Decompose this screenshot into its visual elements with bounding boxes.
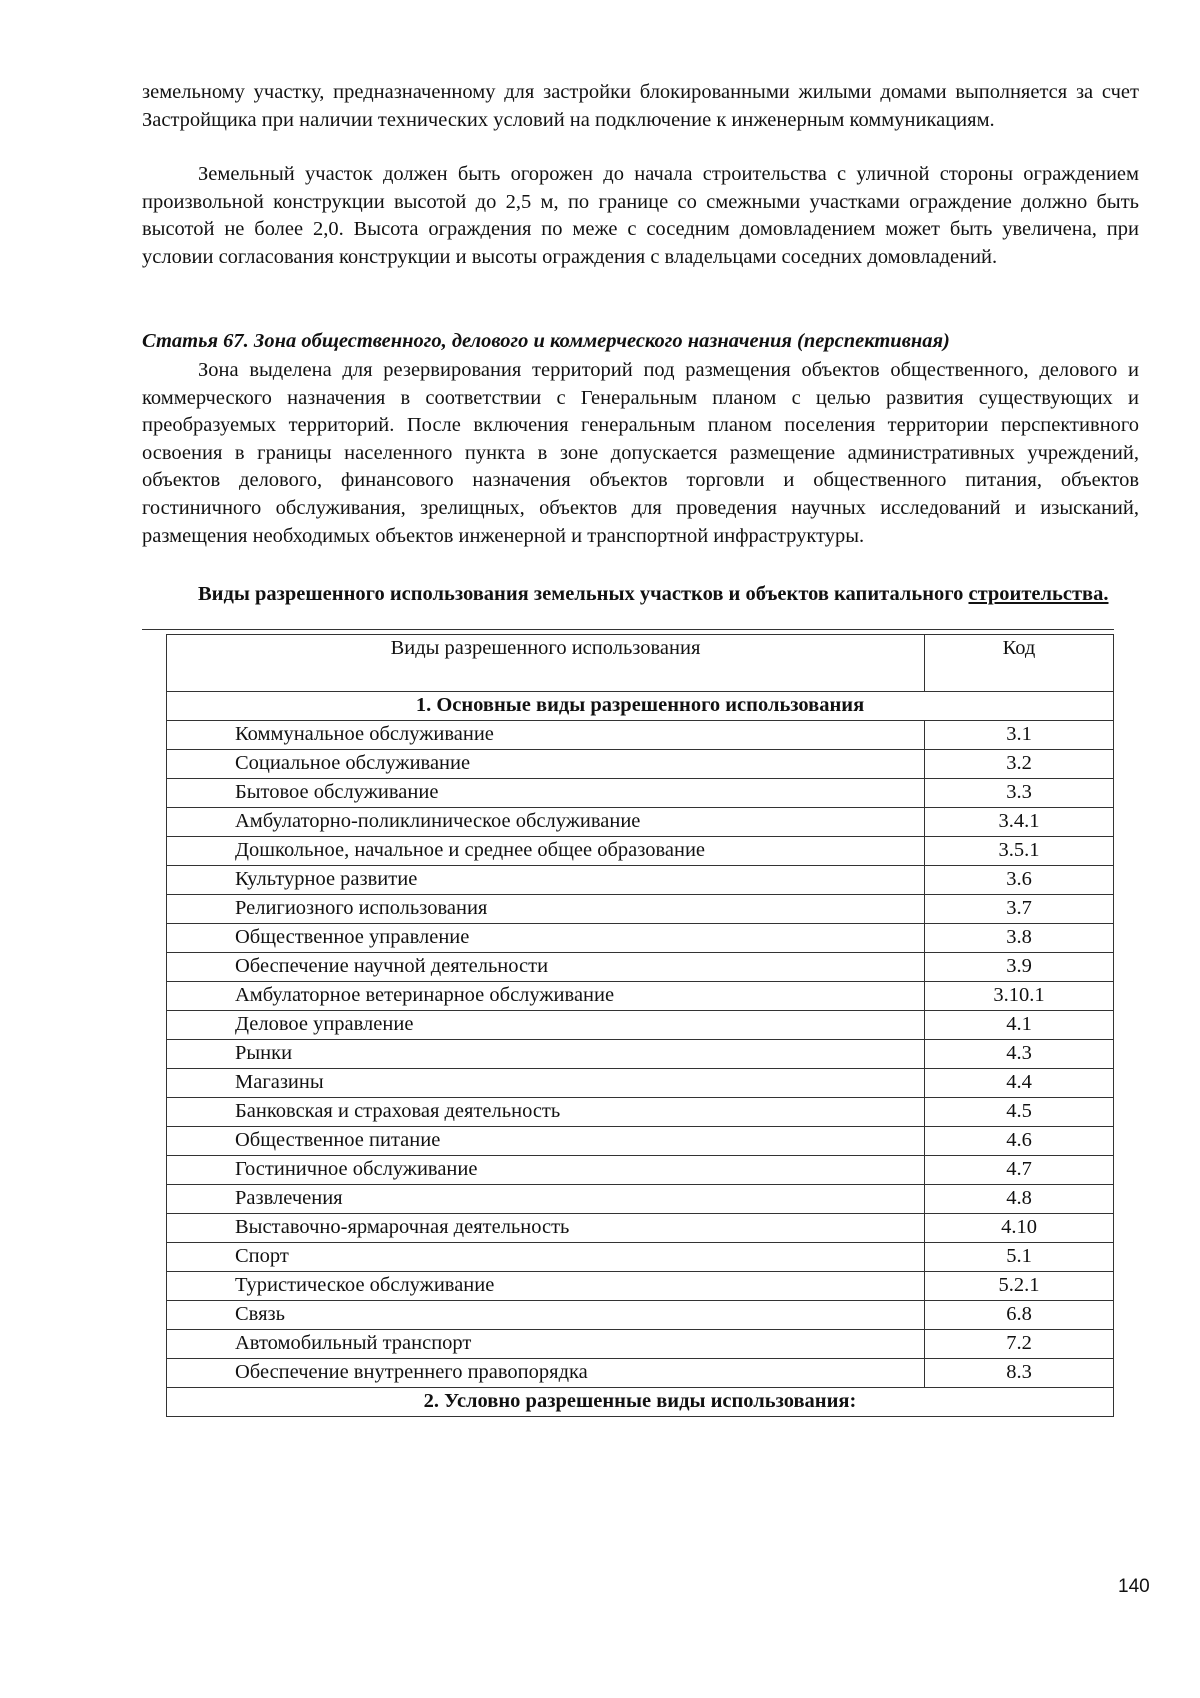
use-name: Автомобильный транспорт	[167, 1330, 925, 1359]
use-name: Религиозного использования	[167, 895, 925, 924]
use-name: Связь	[167, 1301, 925, 1330]
use-code: 8.3	[925, 1359, 1114, 1388]
paragraph-fence: Земельный участок должен быть огорожен до начала строительства с уличной стороны ограждением произвольной конструкции высотой до 2,5 м, по границе со смежными участками ограждение должно быть высотой не более 2,0. Высота ограждения по меже с соседним домовладением может быть увеличена, при условии согласования конструкции и высоты ограждения с владельцами соседних домовладений.	[142, 163, 1139, 268]
permitted-use-table	[166, 634, 1114, 1417]
section-row-conditional	[167, 1388, 1114, 1417]
use-name: Культурное развитие	[167, 866, 925, 895]
table-row	[167, 1127, 1114, 1156]
table-row	[167, 750, 1114, 779]
use-code: 4.3	[925, 1040, 1114, 1069]
table-row	[167, 1214, 1114, 1243]
use-code: 3.6	[925, 866, 1114, 895]
page-number: 140	[1118, 1576, 1150, 1597]
col-header-code: Код	[925, 635, 1114, 692]
use-name: Амбулаторно-поликлиническое обслуживание	[167, 808, 925, 837]
table-row	[167, 1330, 1114, 1359]
table-row	[167, 1272, 1114, 1301]
use-code: 3.2	[925, 750, 1114, 779]
use-name: Развлечения	[167, 1185, 925, 1214]
use-name: Туристическое обслуживание	[167, 1272, 925, 1301]
use-code: 4.10	[925, 1214, 1114, 1243]
use-name: Банковская и страховая деятельность	[167, 1098, 925, 1127]
paragraph-zone: Зона выделена для резервирования территорий под размещения объектов общественного, делового и коммерческого назначения в соответствии с Генеральным планом с целью развития существующих и преобразуемых территорий. После включения генеральным планом поселения территории перспективного освоения в границы населенного пункта в зоне допускается размещение административных учреждений, объектов делового, финансового назначения объектов торговли и общественного питания, объектов гостиничного обслуживания, зрелищных, объектов для проведения научных исследований и изысканий, размещения необходимых объектов инженерной и транспортной инфраструктуры.	[142, 359, 1139, 547]
use-name: Социальное обслуживание	[167, 750, 925, 779]
table-row	[167, 779, 1114, 808]
table-row	[167, 837, 1114, 866]
use-code: 4.1	[925, 1011, 1114, 1040]
use-name: Общественное управление	[167, 924, 925, 953]
section-title-conditional: 2. Условно разрешенные виды использования:	[167, 1388, 1114, 1417]
table-row	[167, 1243, 1114, 1272]
table-heading-a: Виды разрешенного использования земельных участков и объектов капитального	[198, 583, 969, 605]
use-code: 3.8	[925, 924, 1114, 953]
use-name: Обеспечение научной деятельности	[167, 953, 925, 982]
use-name: Коммунальное обслуживание	[167, 721, 925, 750]
use-name: Спорт	[167, 1243, 925, 1272]
article-heading: Статья 67. Зона общественного, делового и коммерческого назначения (перспективная)	[142, 330, 950, 352]
table-row	[167, 1301, 1114, 1330]
table-row	[167, 808, 1114, 837]
use-name: Обеспечение внутреннего правопорядка	[167, 1359, 925, 1388]
table-row	[167, 895, 1114, 924]
paragraph-continuation: земельному участку, предназначенному для застройки блокированными жилыми домами выполняется за счет Застройщика при наличии технических условий на подключение к инженерным коммуникациям.	[142, 81, 1139, 131]
table-row	[167, 982, 1114, 1011]
heading-underline-rule	[142, 629, 1114, 630]
table-heading	[142, 581, 1139, 609]
table-row	[167, 1156, 1114, 1185]
use-code: 6.8	[925, 1301, 1114, 1330]
table-row	[167, 953, 1114, 982]
use-name: Бытовое обслуживание	[167, 779, 925, 808]
use-name: Магазины	[167, 1069, 925, 1098]
use-code: 4.8	[925, 1185, 1114, 1214]
use-name: Рынки	[167, 1040, 925, 1069]
table-row	[167, 866, 1114, 895]
table-row	[167, 924, 1114, 953]
use-name: Общественное питание	[167, 1127, 925, 1156]
use-code: 3.1	[925, 721, 1114, 750]
use-code: 3.4.1	[925, 808, 1114, 837]
use-code: 4.6	[925, 1127, 1114, 1156]
use-code: 5.1	[925, 1243, 1114, 1272]
use-name: Выставочно-ярмарочная деятельность	[167, 1214, 925, 1243]
table-row	[167, 1040, 1114, 1069]
use-code: 4.5	[925, 1098, 1114, 1127]
use-code: 4.7	[925, 1156, 1114, 1185]
table-row	[167, 1185, 1114, 1214]
use-code: 7.2	[925, 1330, 1114, 1359]
table-row	[167, 1359, 1114, 1388]
use-code: 4.4	[925, 1069, 1114, 1098]
table-row	[167, 721, 1114, 750]
table-header-row	[167, 635, 1114, 692]
use-name: Дошкольное, начальное и среднее общее образование	[167, 837, 925, 866]
use-code: 5.2.1	[925, 1272, 1114, 1301]
use-code: 3.7	[925, 895, 1114, 924]
use-name: Гостиничное обслуживание	[167, 1156, 925, 1185]
use-code: 3.3	[925, 779, 1114, 808]
use-name: Амбулаторное ветеринарное обслуживание	[167, 982, 925, 1011]
section-title-main: 1. Основные виды разрешенного использования	[167, 692, 1114, 721]
table-heading-b: строительства.	[968, 583, 1109, 605]
section-row-main	[167, 692, 1114, 721]
use-code: 3.9	[925, 953, 1114, 982]
use-code: 3.5.1	[925, 837, 1114, 866]
table-row	[167, 1098, 1114, 1127]
table-row	[167, 1069, 1114, 1098]
use-code: 3.10.1	[925, 982, 1114, 1011]
use-name: Деловое управление	[167, 1011, 925, 1040]
col-header-name: Виды разрешенного использования	[167, 635, 925, 692]
table-row	[167, 1011, 1114, 1040]
